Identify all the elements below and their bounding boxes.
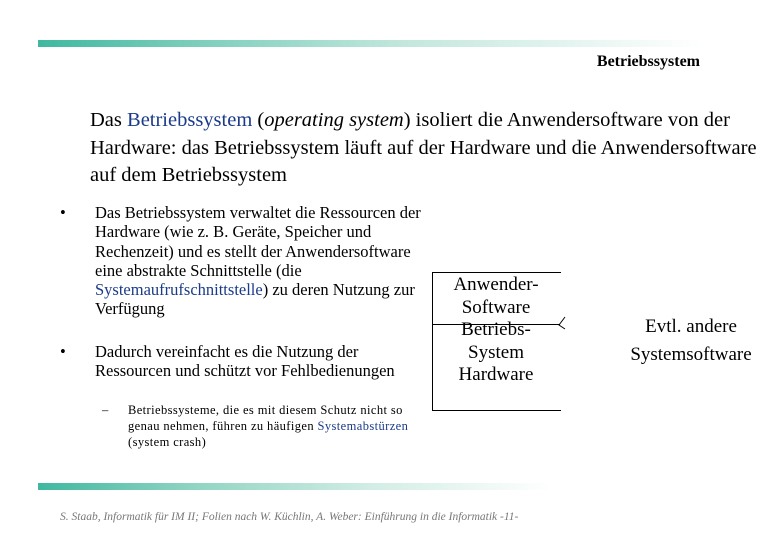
bullet-marker: •: [60, 342, 66, 361]
footer-credits: S. Staab, Informatik für IM II; Folien nach W. Küchlin, A. Weber: Einführung in die Informatik -11-: [60, 511, 519, 523]
top-accent-bar: [38, 40, 702, 47]
layer-label-os-2: System: [468, 341, 524, 363]
pointer-tick-icon: [556, 315, 568, 331]
sub-bullet-marker: –: [102, 403, 109, 417]
sub-bullet-text: [128, 402, 418, 450]
bullet-text-a: Das Betriebssystem verwaltet die Ressourcen der Hardware (wie z. B. Geräte, Speicher und Rechenzeit) und es stellt der Anwendersoftware eine abstrakte Schnittstelle (die: [95, 203, 421, 280]
intro-term-english: operating system: [264, 109, 404, 131]
layer-label-application-1: Anwender-: [453, 274, 539, 295]
bullet-marker: •: [60, 203, 66, 222]
layer-label-application-2: Software: [461, 296, 531, 318]
other-software-line-2: Systemsoftware: [630, 344, 752, 365]
bullet-text-b: ) zu deren Nutzung zur Verfügung: [95, 280, 415, 319]
sub-bullet-text-b: (system crash): [128, 435, 207, 449]
slide-title: Betriebssystem: [596, 53, 700, 70]
other-system-software-label: [606, 313, 776, 369]
sub-bullet-text-a: Betriebssysteme, die es mit diesem Schutz nicht so genau nehmen, führen zu häufigen: [128, 403, 403, 433]
bullet-text: Dadurch vereinfacht es die Nutzung der Ressourcen und schützt vor Fehlbedienungen: [95, 342, 395, 381]
intro-text-3: ) isoliert die Anwendersoftware von der Hardware: das Betriebssystem läuft auf der Hardware und die Anwendersoftware auf dem Betriebssystem: [90, 109, 757, 186]
layer-label-os-1: Betriebs-: [461, 319, 531, 340]
bullet-text: [95, 203, 425, 319]
intro-text-1: Das: [90, 109, 128, 131]
bottom-accent-bar: [38, 483, 552, 490]
system-crash-link[interactable]: Systemabstürzen: [317, 419, 409, 433]
other-software-line-1: Evtl. andere: [645, 316, 737, 337]
layer-label-hardware: Hardware: [458, 364, 534, 385]
intro-text-2: (: [252, 109, 265, 131]
layer-stack-labels: [436, 274, 556, 387]
syscall-interface-link[interactable]: Systemaufrufschnittstelle: [95, 280, 263, 300]
intro-paragraph: [90, 107, 780, 190]
intro-term: Betriebssystem: [127, 109, 253, 131]
